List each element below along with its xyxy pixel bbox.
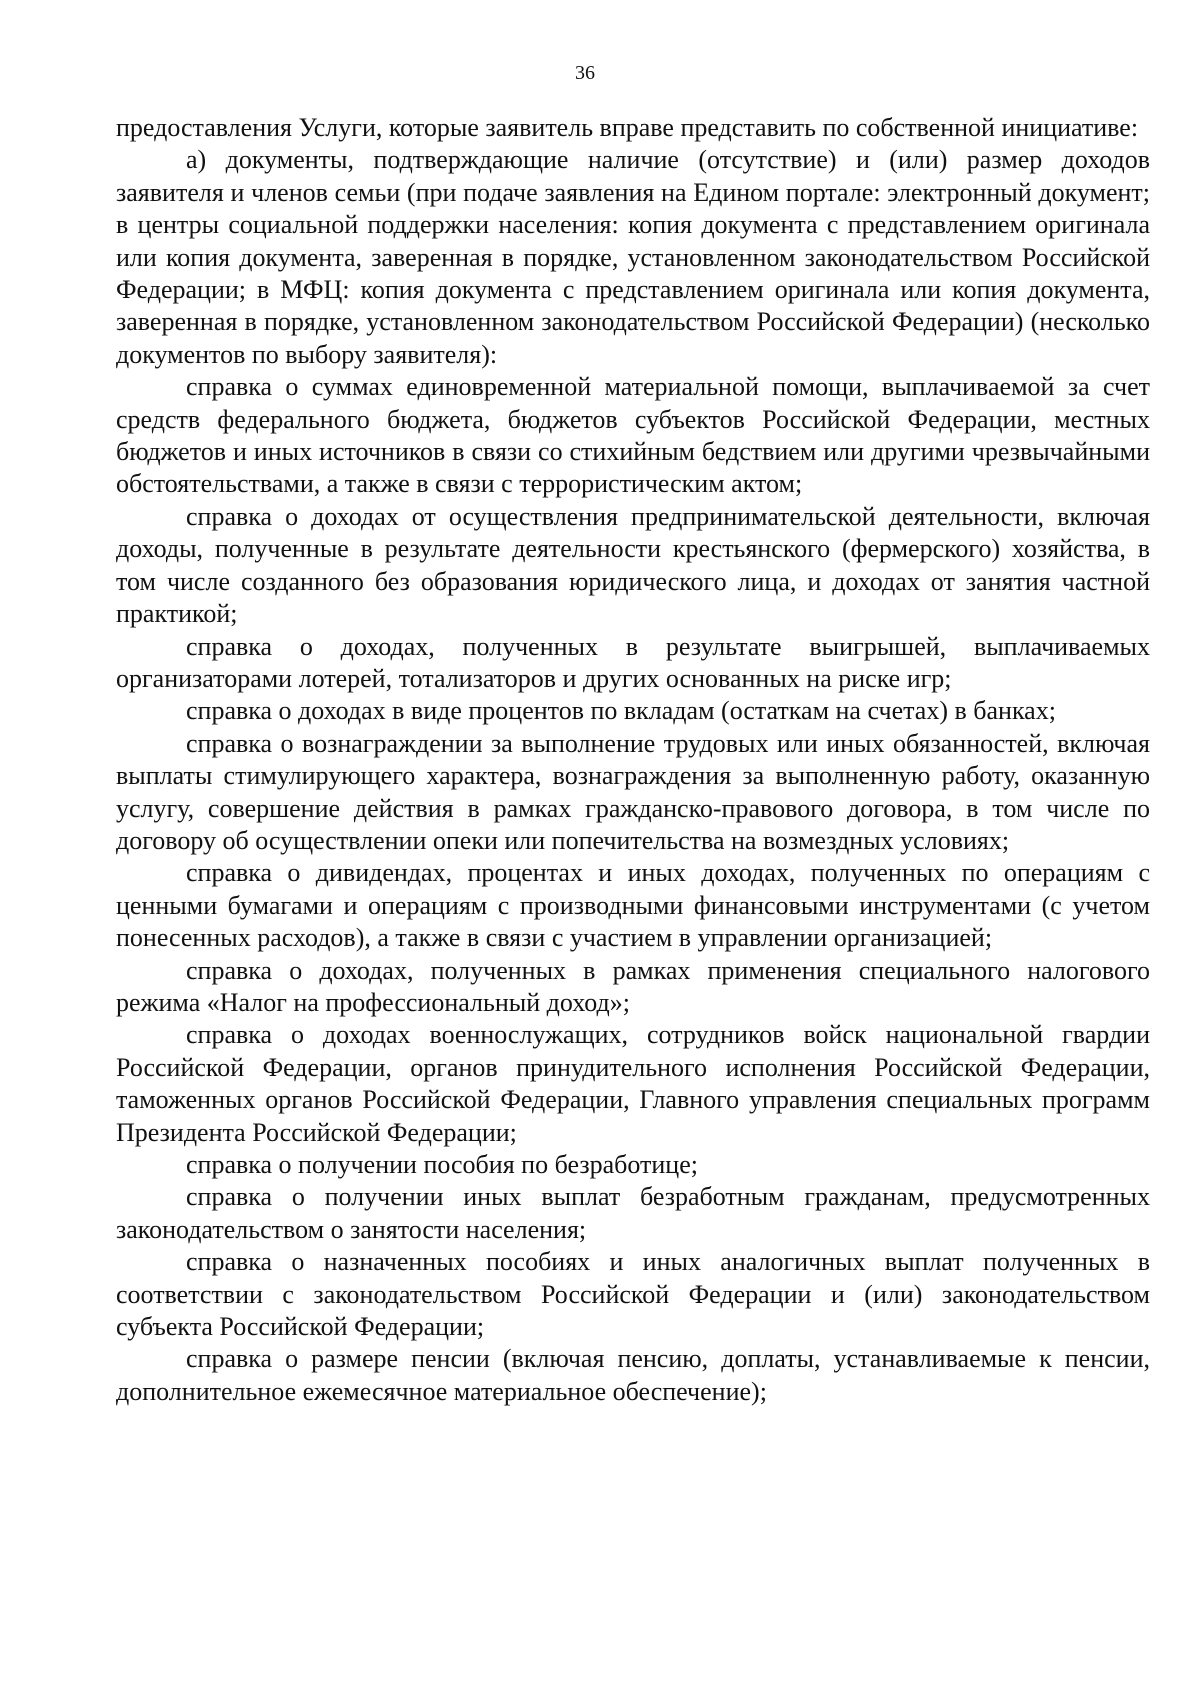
paragraph: справка о доходах в виде процентов по вкладам (остаткам на счетах) в банках; xyxy=(186,696,1056,726)
paragraph: справка о получении иных выплат безработным гражданам, предусмотренных законодательством о занятости населения; xyxy=(116,1182,1150,1244)
page-number: 36 xyxy=(575,62,595,84)
paragraph: справка о получении пособия по безработице; xyxy=(186,1150,698,1179)
paragraph: справка о суммах единовременной материальной помощи, выплачиваемой за счет средств федерального бюджета, бюджетов субъектов Российской Федерации, местных бюджетов и иных источников в связи со стихийным бедствием или другими чрезвычайными обстоятельствами, а также в связи с террористическим актом; xyxy=(116,372,1150,499)
paragraph: справка о дивидендах, процентах и иных доходах, полученных по операциям с ценными бумагами и операциям с производными финансовыми инструментами (с учетом понесенных расходов), а также в связи с участием в управлении организацией; xyxy=(116,858,1150,953)
paragraph: справка о доходах от осуществления предпринимательской деятельности, включая доходы, полученные в результате деятельности крестьянского (фермерского) хозяйства, в том числе созданного без образования юридического лица, и доходах от занятия частной практикой; xyxy=(116,501,1150,629)
paragraph: справка о размере пенсии (включая пенсию, доплаты, устанавливаемые к пенсии, дополнительное ежемесячное материальное обеспечение); xyxy=(116,1344,1150,1406)
body-text xyxy=(116,112,1150,1408)
paragraph: справка о доходах военнослужащих, сотрудников войск национальной гвардии Российской Федерации, органов принудительного исполнения Российской Федерации, таможенных органов Российской Федерации, Главного управления специальных программ Президента Российской Федерации; xyxy=(116,1020,1150,1147)
paragraph: а) документы, подтверждающие наличие (отсутствие) и (или) размер доходов заявителя и членов семьи (при подаче заявления на Едином портале: электронный документ; в центры социальной поддержки населения: копия документа с представлением оригинала или копия документа, заверенная в порядке, установленном законодательством Российской Федерации; в МФЦ: копия документа с представлением оригинала или копия документа, заверенная в порядке, установленном законодательством Российской Федерации) (несколько документов по выбору заявителя): xyxy=(116,145,1150,369)
paragraph: справка о вознаграждении за выполнение трудовых или иных обязанностей, включая выплаты стимулирующего характера, вознаграждения за выполненную работу, оказанную услугу, совершение действия в рамках гражданско-правового договора, в том числе по договору об осуществлении опеки или попечительства на возмездных условиях; xyxy=(116,728,1150,855)
paragraph: справка о доходах, полученных в результате выигрышей, выплачиваемых организаторами лотерей, тотализаторов и других основанных на риске игр; xyxy=(116,631,1150,693)
paragraph: справка о назначенных пособиях и иных аналогичных выплат полученных в соответствии с законодательством Российской Федерации и (или) законодательством субъекта Российской Федерации; xyxy=(116,1247,1150,1342)
paragraph: справка о доходах, полученных в рамках применения специального налогового режима «Налог на профессиональный доход»; xyxy=(116,955,1150,1017)
paragraph: предоставления Услуги, которые заявитель вправе представить по собственной инициативе: xyxy=(116,113,1139,142)
